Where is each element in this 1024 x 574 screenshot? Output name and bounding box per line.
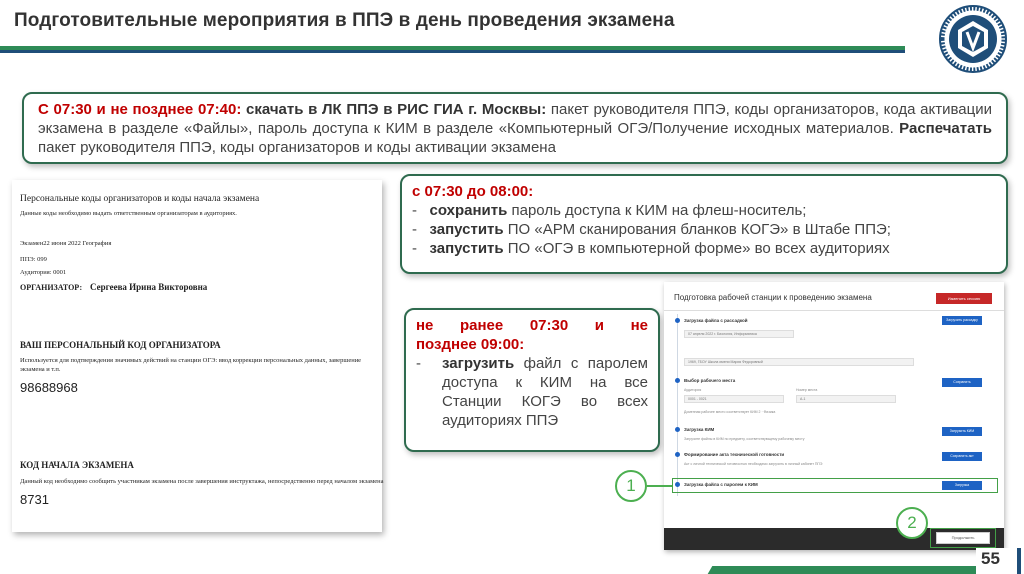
- school-field[interactable]: 1969, ГБОУ Школа имени Мария Федоровный: [684, 358, 914, 366]
- change-session-button[interactable]: Изменить сессию: [936, 293, 992, 304]
- step-dot-icon: [675, 452, 680, 457]
- step-box-launch: [400, 174, 1008, 274]
- box-text: пакет руководителя ППЭ, коды организаторов, кода активации экзамена в разделе «Файлы», пароль доступа к КИМ в разделе «Компьютерный ОГЭ/Получение исходных материалов.: [38, 101, 992, 137]
- step-readiness-act: Формирование акта технической готовности: [684, 452, 785, 457]
- workplace-note: Доменная рабочее место соответствует КИМ 2 · Физика: [684, 410, 776, 414]
- doc-subtitle: Данные коды необходимо выдать ответственным организаторам в аудиториях.: [20, 210, 237, 217]
- time-window-label: не ранее 07:30 и не: [416, 317, 648, 334]
- list-item: - загрузить файл с паролем доступа к КИМ на все Станции КОГЭ во всех аудиториях ППЭ: [416, 355, 648, 429]
- step-upload-kim: Загрузка КИМ: [684, 427, 715, 432]
- exam-select[interactable]: 07 апреля 2022 г. Биология, Информатика: [684, 330, 794, 338]
- doc-personal-code-header: ВАШ ПЕРСОНАЛЬНЫЙ КОД ОРГАНИЗАТОРА: [20, 340, 221, 350]
- action-label: скачать в ЛК ППЭ в РИС ГИА г. Москвы:: [246, 101, 547, 118]
- doc-start-code: 8731: [20, 492, 49, 507]
- workstation-setup-screen: [664, 282, 1004, 550]
- slide-title: Подготовительные мероприятия в ППЭ в день проведения экзамена: [14, 10, 675, 31]
- step-box-download: [22, 92, 1008, 164]
- list-item: - запустить ПО «ОГЭ в компьютерной форме» во всех аудиториях: [412, 240, 890, 257]
- footer-stripe: [708, 566, 983, 574]
- time-window-label: с 07:30 до 08:00:: [412, 183, 534, 200]
- doc-organizer-name: Сергеева Ирина Викторовна: [90, 282, 208, 292]
- callout-connector: [647, 485, 672, 487]
- doc-organizer-label: ОРГАНИЗАТОР:: [20, 283, 83, 292]
- doc-personal-code: 98688968: [20, 380, 78, 395]
- doc-personal-code-desc: Используется для подтверждения значимых действий на станции ОГЭ: ввод коррекции персональных данных, завершение экзамена и т.п.: [20, 357, 362, 373]
- callout-1: 1: [615, 470, 647, 502]
- doc-title: Персональные коды организаторов и коды начала экзамена: [20, 194, 260, 204]
- doc-start-code-header: КОД НАЧАЛА ЭКЗАМЕНА: [20, 460, 134, 470]
- kim-note: Загрузите файлы в КИМ по предмету, соответствующему рабочему месту: [684, 437, 805, 441]
- doc-start-code-desc: Данный код необходимо сообщить участникам экзамена после завершения инструктажа, непосредственно перед началом экзамена: [20, 478, 384, 485]
- footer-bar: [1017, 548, 1021, 574]
- time-window-label-2: позднее 09:00:: [416, 336, 525, 353]
- act-note: Акт с личной технической готовностью необходимо загрузить в личный кабинет ППЭ: [684, 462, 823, 466]
- step-dot-icon: [675, 318, 680, 323]
- step-dot-icon: [675, 378, 680, 383]
- highlight-frame: [930, 528, 996, 548]
- header-divider-navy: [0, 50, 905, 53]
- room-label: Аудитория: [684, 388, 702, 392]
- mcko-logo-icon: [932, 4, 1014, 74]
- step-upload-seating: Загрузка файла с рассадкой: [684, 318, 748, 323]
- app-title: Подготовка рабочей станции к проведению экзамена: [674, 293, 872, 302]
- list-item: - сохранить пароль доступа к КИМ на флеш-носитель;: [412, 202, 807, 219]
- save-workplace-button[interactable]: Сохранить: [942, 378, 982, 387]
- divider: [664, 310, 1004, 311]
- time-window-label: С 07:30 и не позднее 07:40:: [38, 101, 242, 118]
- callout-2: 2: [896, 507, 928, 539]
- organizer-codes-document: [12, 180, 382, 532]
- page-number: 55: [981, 549, 1000, 568]
- step-select-workplace: Выбор рабочего места: [684, 378, 736, 383]
- step-upload-password: Загрузка файла с паролем к КИМ: [684, 482, 758, 487]
- doc-exam-line: Экзамен22 июня 2022 География: [20, 240, 112, 247]
- upload-kim-button[interactable]: Загрузить КИМ: [942, 427, 982, 436]
- save-act-button[interactable]: Сохранить акт: [942, 452, 982, 461]
- doc-ppe-line: ППЭ: 099: [20, 256, 47, 263]
- seat-label: Номер места: [796, 388, 818, 392]
- upload-seating-button[interactable]: Загрузить рассадку: [942, 316, 982, 325]
- doc-room-line: Аудитория: 0001: [20, 269, 67, 276]
- step-dot-icon: [675, 427, 680, 432]
- box-text: пакет руководителя ППЭ, коды организаторов и коды активации экзамена: [38, 139, 556, 156]
- step-box-upload: [404, 308, 660, 452]
- steps-line: [677, 314, 678, 496]
- print-label: Распечатать: [899, 120, 992, 137]
- highlight-frame: [672, 478, 998, 493]
- list-item: - запустить ПО «АРМ сканирования бланков КОГЭ» в Штабе ППЭ;: [412, 221, 891, 238]
- upload-password-button[interactable]: Загрузка: [942, 481, 982, 490]
- room-select[interactable]: 0001 - 0021: [684, 395, 784, 403]
- continue-button[interactable]: Продолжить: [936, 532, 990, 544]
- seat-select[interactable]: А-1: [796, 395, 896, 403]
